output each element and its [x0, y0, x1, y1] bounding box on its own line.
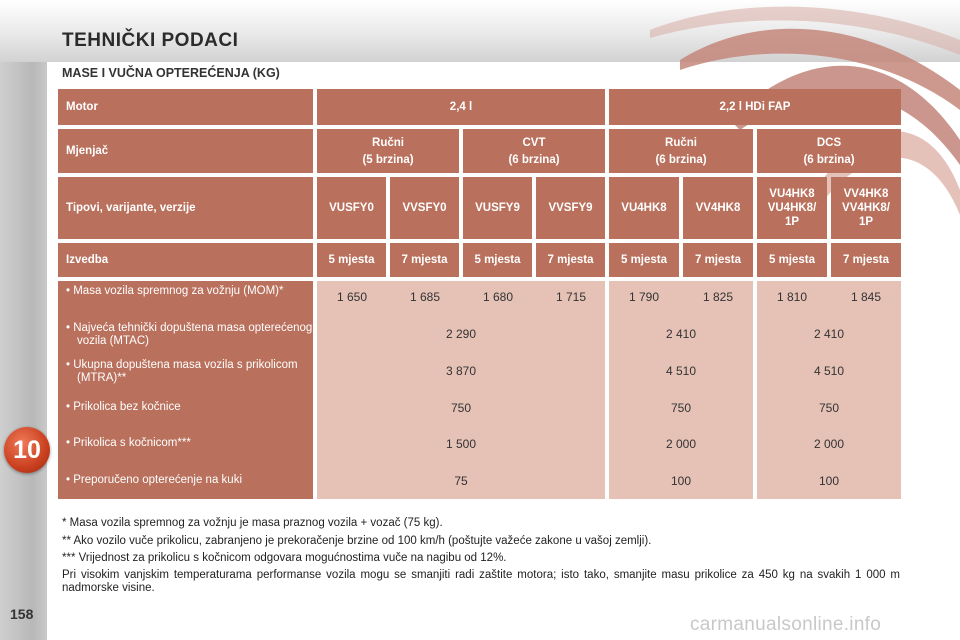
gearbox-detail: (6 brzina): [655, 153, 707, 166]
value-cell: 1 825: [702, 290, 734, 304]
type-line: VU4HK8/: [767, 202, 817, 214]
type-cell: VV4HK8: [683, 177, 753, 239]
type-cell: VUSFY0: [317, 177, 386, 239]
row-label: • Preporučeno opterećenje na kuki: [66, 474, 242, 486]
chapter-badge: 10: [4, 427, 50, 473]
gearbox-detail: (6 brzina): [803, 153, 855, 166]
footnote: * Masa vozila spremnog za vožnju je masa praznog vozila + vozač (75 kg).: [62, 517, 443, 529]
motor-label: Motor: [58, 89, 313, 125]
motor-header: 2,2 l HDi FAP: [609, 89, 901, 125]
value-cell: 4 510: [665, 364, 697, 378]
value-cell: 1 650: [336, 290, 368, 304]
types-label: Tipovi, varijante, verzije: [58, 177, 313, 239]
motor-header: 2,4 l: [317, 89, 605, 125]
footnote: Pri visokim vanjskim temperaturama performanse vozila mogu se smanjiti radi zaštite motora; isto tako, smanjite masu prikolice za 450 kg na svakih 1 000 m nadmorske visine.: [62, 568, 900, 594]
page-title: TEHNIČKI PODACI: [62, 30, 239, 51]
izvedba-cell: 7 mjesta: [683, 243, 753, 277]
izvedba-cell: 5 mjesta: [463, 243, 532, 277]
value-cell: 100: [670, 474, 692, 488]
value-cell: 2 000: [813, 437, 845, 451]
gearbox-name: DCS: [816, 136, 842, 149]
value-cell: 2 410: [665, 327, 697, 341]
gearbox-header: [463, 129, 605, 173]
izvedba-cell: 5 mjesta: [317, 243, 386, 277]
row-label: • Masa vozila spremnog za vožnju (MOM)*: [66, 285, 284, 297]
type-cell: [831, 177, 901, 239]
value-cell: 1 685: [409, 290, 441, 304]
page-sidebar: [0, 62, 47, 640]
body-block-24: [317, 281, 605, 499]
value-cell: 2 410: [813, 327, 845, 341]
value-cell: 3 870: [445, 364, 477, 378]
type-cell: VVSFY0: [390, 177, 459, 239]
value-cell: 750: [670, 401, 692, 415]
row-label: • Prikolica s kočnicom***: [66, 437, 191, 449]
type-line: 1P: [784, 216, 800, 228]
body-block-manual: [609, 281, 753, 499]
gearbox-detail: (5 brzina): [362, 153, 414, 166]
value-cell: 750: [450, 401, 472, 415]
page-number: 158: [10, 606, 34, 622]
value-cell: 1 810: [776, 290, 808, 304]
type-line: VU4HK8: [769, 188, 815, 200]
gearbox-header: [757, 129, 901, 173]
value-cell: 2 290: [445, 327, 477, 341]
izvedba-cell: 7 mjesta: [536, 243, 605, 277]
izvedba-cell: 7 mjesta: [831, 243, 901, 277]
izvedba-cell: 7 mjesta: [390, 243, 459, 277]
value-cell: 1 715: [555, 290, 587, 304]
type-line: VV4HK8/: [842, 202, 890, 214]
footnote: ** Ako vozilo vuče prikolicu, zabranjeno je prekoračenje brzine od 100 km/h (poštujte važeće zakone u vašoj zemlji).: [62, 534, 652, 547]
row-label: • Prikolica bez kočnice: [66, 401, 181, 413]
body-label-column: [58, 281, 313, 499]
type-cell: VU4HK8: [609, 177, 679, 239]
type-line: 1P: [858, 216, 874, 228]
izvedba-label: Izvedba: [58, 243, 313, 277]
footnotes: [62, 516, 900, 599]
value-cell: 2 000: [665, 437, 697, 451]
gearbox-header: [317, 129, 459, 173]
footnote: *** Vrijednost za prikolicu s kočnicom odgovara mogućnostima vuče na nagibu od 12%.: [62, 552, 507, 564]
row-label: • Ukupna dopuštena masa vozila s prikolicom (MTRA)**: [66, 359, 298, 384]
row-label: • Najveća tehnički dopuštena masa opterećenog vozila (MTAC): [66, 322, 313, 347]
value-cell: 4 510: [813, 364, 845, 378]
type-cell: [757, 177, 827, 239]
value-cell: 750: [818, 401, 840, 415]
value-cell: 1 680: [482, 290, 514, 304]
value-cell: 75: [454, 474, 468, 488]
type-line: VV4HK8: [843, 188, 889, 200]
izvedba-cell: 5 mjesta: [757, 243, 827, 277]
gearbox-name: Ručni: [372, 136, 404, 149]
body-block-dcs: [757, 281, 901, 499]
gearbox-header: [609, 129, 753, 173]
type-cell: VVSFY9: [536, 177, 605, 239]
value-cell: 1 845: [850, 290, 882, 304]
value-cell: 1 790: [628, 290, 660, 304]
value-cell: 100: [818, 474, 840, 488]
section-title: MASE I VUČNA OPTEREĆENJA (KG): [62, 66, 280, 80]
gearbox-label: Mjenjač: [58, 129, 313, 173]
type-cell: VUSFY9: [463, 177, 532, 239]
value-cell: 1 500: [445, 437, 477, 451]
gearbox-name: CVT: [522, 136, 546, 149]
watermark: carmanualsonline.info: [690, 614, 882, 635]
gearbox-name: Ručni: [665, 136, 697, 149]
izvedba-cell: 5 mjesta: [609, 243, 679, 277]
gearbox-detail: (6 brzina): [508, 153, 560, 166]
